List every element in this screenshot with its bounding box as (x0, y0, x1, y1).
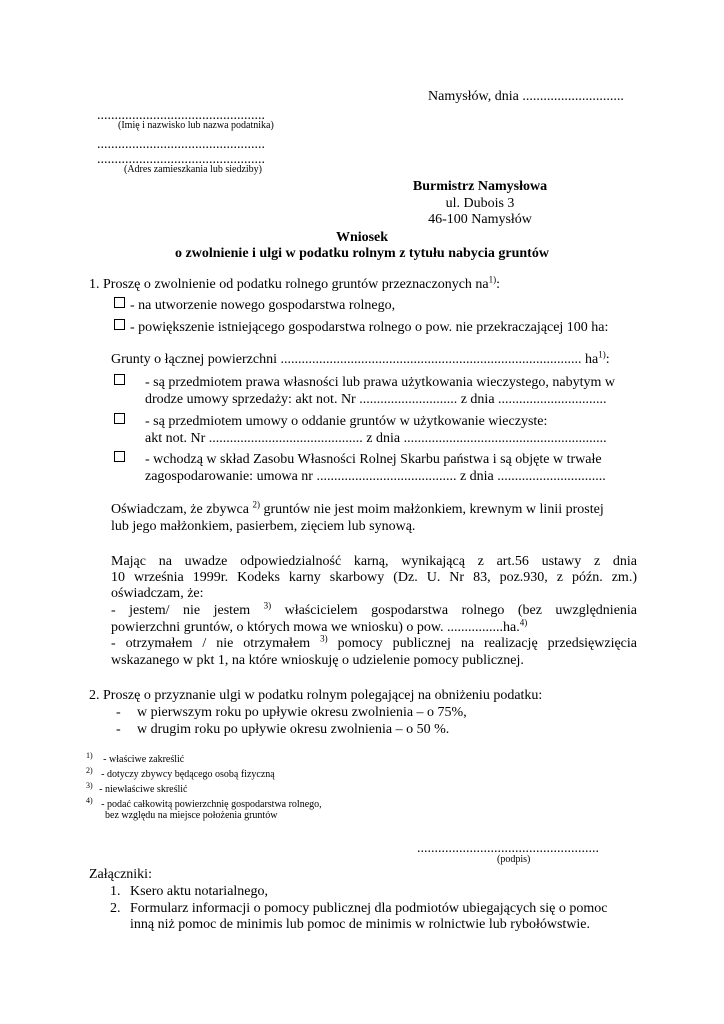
footnote-1 (86, 750, 184, 766)
area-line (111, 351, 610, 368)
declaration-line2: lub jego małżonkiem, pasierbem, zięciem lub synową. (111, 519, 416, 534)
name-dots-line: ................................................ (97, 108, 265, 123)
footnote-ref: 2) (252, 499, 260, 510)
section2-intro: 2. Proszę o przyznanie ulgi w podatku rolnym polegającej na obniżeniu podatku: (89, 688, 543, 703)
aid-statement-b: pomocy publicznej na realizację przedsięwzięcia (337, 636, 637, 651)
footnote-2 (86, 765, 275, 781)
option-new-farm: - na utworzenie nowego gospodarstwa rolnego, (130, 298, 396, 313)
checkbox-new-farm[interactable] (114, 297, 125, 308)
section1-intro-tail: : (496, 277, 501, 292)
section1-intro (89, 276, 500, 293)
doc-subtitle: o zwolnienie i ulgi w podatku rolnym z tytułu nabycia gruntów (175, 246, 549, 261)
area-line-tail: : (605, 352, 610, 367)
attachment-1-num: 1. (110, 884, 121, 899)
section2-dash-2: - (116, 722, 121, 737)
aid-statement-line2: wskazanego w pkt 1, na które wnioskuję o udzielenie pomocy publicznej. (111, 653, 524, 668)
footnote-4 (86, 795, 322, 811)
ground-perpetual-line1: - są przedmiotem umowy o oddanie gruntów w użytkowanie wieczyste: (145, 414, 548, 429)
recipient-title: Burmistrz Namysłowa (412, 179, 548, 194)
place-date: Namysłów, dnia ............................. (428, 89, 624, 104)
ownership-statement-b: właścicielem gospodarstwa rolnego (bez uwzględnienia (284, 603, 638, 618)
checkbox-ownership[interactable] (114, 374, 125, 385)
footnote-text: - podać całkowitą powierzchnię gospodarstwa rolnego, (101, 799, 322, 811)
aid-statement-line1 (111, 635, 637, 652)
option-enlarge-farm: - powiększenie istniejącego gospodarstwa rolnego o pow. nie przekraczającej 100 ha: (130, 320, 609, 335)
attachments-title: Załączniki: (89, 867, 152, 882)
attachment-2: Formularz informacji o pomocy publicznej dla podmiotów ubiegających się o pomoc (130, 901, 608, 916)
footnote-mark: 1) (86, 751, 93, 760)
attachment-2-num: 2. (110, 901, 121, 916)
recipient-city: 46-100 Namysłów (428, 212, 532, 227)
footnote-ref: 3) (263, 600, 272, 611)
section2-dash-1: - (116, 705, 121, 720)
footnote-text: - niewłaściwe skreślić (99, 784, 188, 796)
footnote-ref: 4) (519, 617, 528, 628)
footnote-ref: 1) (488, 274, 497, 285)
footnote-ref: 3) (320, 633, 328, 644)
address-dots-line-1: ................................................ (97, 137, 265, 152)
footnote-4-continued: bez względu na miejsce położenia gruntów (105, 810, 278, 821)
area-line-text: Grunty o łącznej powierzchni ...................................................................................... ha (111, 352, 599, 367)
attachment-1: Ksero aktu notarialnego, (130, 884, 269, 899)
ground-ownership-line1: - są przedmiotem prawa własności lub prawa użytkowania wieczystego, nabytym w (145, 375, 616, 390)
ground-perpetual-line2: akt not. Nr ............................................ z dnia .......................................................... (145, 431, 607, 446)
declaration-text-a: Oświadczam, że zbywca (111, 502, 249, 517)
responsibility-line1: Mając na uwadze odpowiedzialność karną, wynikającą z art.56 ustawy z dnia (111, 554, 637, 569)
ownership-statement-c: powierzchni gruntów, o których mowa we wniosku) o pow. ................ha. (111, 620, 520, 635)
section2-item-1: w pierwszym roku po upływie okresu zwolnienia – o 75%, (137, 705, 467, 720)
ground-treasury-line2: zagospodarowanie: umowa nr ........................................ z dnia ............................... (145, 469, 606, 484)
footnote-ref: 1) (598, 349, 606, 360)
checkbox-treasury[interactable] (114, 451, 125, 462)
section1-intro-text: 1. Proszę o zwolnienie od podatku rolnego gruntów przeznaczonych na (89, 277, 489, 292)
aid-statement-a: - otrzymałem / nie otrzymałem (111, 636, 311, 651)
address-dots-line-2: ................................................ (97, 152, 265, 167)
footnote-mark: 4) (86, 796, 93, 805)
footnote-3 (86, 780, 187, 796)
ownership-statement-a: - jestem/ nie jestem (111, 603, 251, 618)
ownership-statement-line1 (111, 602, 637, 619)
name-caption: (Imię i nazwisko lub nazwa podatnika) (118, 120, 274, 131)
ground-ownership-line2: drodze umowy sprzedaży: akt not. Nr ............................ z dnia ............................... (145, 392, 607, 407)
section2-item-2: w drugim roku po upływie okresu zwolnienia – o 50 %. (137, 722, 450, 737)
declaration-line1 (111, 501, 604, 518)
footnote-text: - właściwe zakreślić (103, 754, 185, 766)
footnote-text: - dotyczy zbywcy będącego osobą fizyczną (101, 769, 275, 781)
footnote-mark: 2) (86, 766, 93, 775)
checkbox-perpetual-use[interactable] (114, 413, 125, 424)
ground-treasury-line1: - wchodzą w skład Zasobu Własności Rolnej Skarbu państwa i są objęte w trwałe (145, 452, 602, 467)
recipient-street: ul. Dubois 3 (445, 196, 515, 211)
signature-caption: (podpis) (497, 854, 531, 865)
responsibility-line3: oświadczam, że: (111, 586, 204, 601)
footnote-mark: 3) (86, 781, 93, 790)
checkbox-enlarge-farm[interactable] (114, 319, 125, 330)
doc-title: Wniosek (335, 230, 389, 245)
declaration-text-b: gruntów nie jest moim małżonkiem, krewnym w linii prostej (263, 502, 604, 517)
responsibility-line2: 10 września 1999r. Kodeks karny skarbowy (Dz. U. Nr 83, poz.930, z późn. zm.) (111, 570, 637, 585)
attachment-2-continued: inną niż pomoc de minimis lub pomoc de minimis w rolnictwie lub rybołówstwie. (130, 917, 590, 932)
address-caption: (Adres zamieszkania lub siedziby) (124, 164, 263, 175)
signature-dots: .................................................... (417, 841, 599, 856)
